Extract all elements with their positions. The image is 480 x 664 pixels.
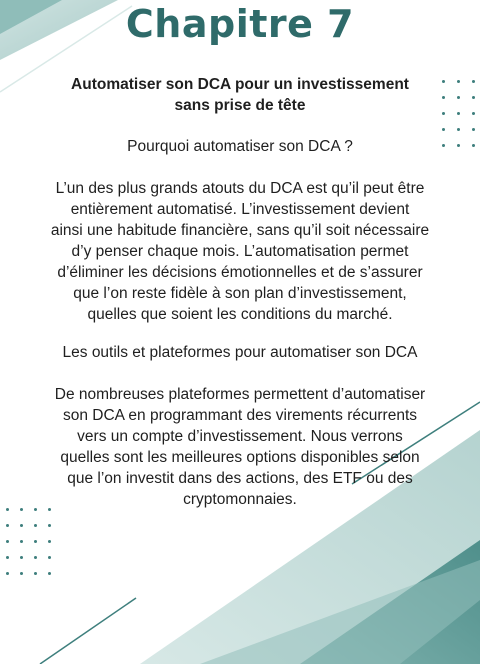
dot-grid-bottom-left — [6, 508, 51, 575]
paragraph-line: L’un des plus grands atouts du DCA est qu’il peut être — [55, 180, 425, 197]
subtitle-line: Automatiser son DCA pour un investissement — [71, 76, 409, 93]
paragraph-line: que l’on reste fidèle à son plan d’investissement, — [73, 285, 407, 302]
paragraph-tools — [34, 384, 446, 510]
subtitle-line: sans prise de tête — [174, 97, 306, 114]
paragraph-line: quelles sont les meilleures options disponibles selon — [60, 449, 420, 466]
paragraph-line: De nombreuses plateformes permettent d’automatiser — [54, 386, 426, 403]
paragraph-line: son DCA en programmant des virements récurrents — [62, 407, 418, 424]
paragraph-line: entièrement automatisé. L’investissement devient — [70, 201, 410, 218]
paragraph-why — [34, 178, 446, 325]
paragraph-line: vers un compte d’investissement. Nous verrons — [77, 428, 403, 445]
paragraph-line: quelles que soient les conditions du marché. — [87, 306, 393, 323]
bottom-left-line — [40, 598, 136, 664]
paragraph-line: d’y penser chaque mois. L’automatisation permet — [71, 243, 409, 260]
chapter-title: Chapitre 7 — [125, 2, 355, 46]
paragraph-line: ainsi une habitude financière, sans qu’il soit nécessaire — [50, 222, 430, 239]
paragraph-line: cryptomonnaies. — [183, 491, 297, 508]
section-heading-tools: Les outils et plateformes pour automatiser son DCA — [62, 344, 418, 361]
paragraph-line: que l’on investit dans des actions, des ETF ou des — [67, 470, 413, 487]
paragraph-line: d’éliminer les décisions émotionnelles et de s’assurer — [57, 264, 423, 281]
subtitle — [60, 74, 420, 116]
section-heading-why: Pourquoi automatiser son DCA ? — [127, 138, 353, 155]
